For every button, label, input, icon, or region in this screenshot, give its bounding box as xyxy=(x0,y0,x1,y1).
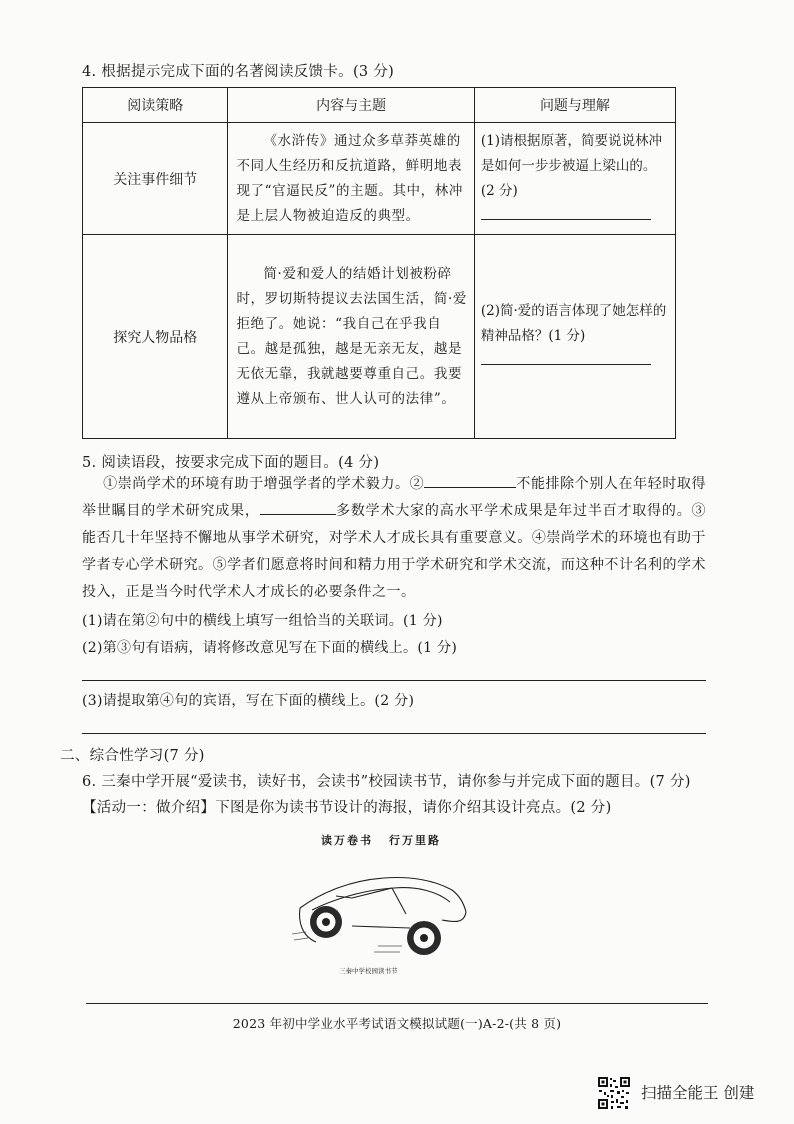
row-strategy: 探究人物品格 xyxy=(83,235,228,439)
q5-sub2: (2)第③句有语病，请将修改意见写在下面的横线上。(1 分) xyxy=(82,640,458,656)
passage xyxy=(82,471,706,606)
content-text: 《水浒传》通过众多草莽英雄的不同人生经历和反抗道路，鲜明地表现了“官逼民反”的主题。其中，林冲是上层人物被迫造反的典型。 xyxy=(236,132,463,224)
row-strategy: 关注事件细节 xyxy=(83,123,228,235)
poster-slogan-2: 行万里路 xyxy=(389,834,441,847)
answer-line[interactable] xyxy=(82,733,706,734)
answer-line[interactable] xyxy=(82,680,706,681)
passage-seg3: 多数学术大家的高水平学术成果是年过半百才取得的。③能否几十年坚持不懈地从事学术研究，对学术人才成长具有重要意义。④崇尚学术的环境也有助于学者专心学术研究。⑤学者们愿意将时间和精力用于学术研究和学术交流，而这种不计名利的学术投入，正是当今时代学术人才成长的必要条件之一。 xyxy=(82,503,707,600)
card-row xyxy=(83,235,676,439)
passage-seg2: 不能排除个别人在年轻时取得举世瞩目的学术研究成果， xyxy=(82,476,707,519)
passage-seg1: ①崇尚学术的环境有助于增强学者的学术毅力。② xyxy=(103,476,425,492)
answer-line[interactable] xyxy=(481,363,651,365)
question-6-title: 6. 三秦中学开展“爱读书，读好书，会读书”校园读书节，请你参与并完成下面的题目。(7 分) xyxy=(82,774,691,790)
qr-code-icon xyxy=(597,1076,631,1110)
question-text: (1)请根据原著，简要说说林冲是如何一步步被逼上梁山的。(2 分) xyxy=(480,132,662,199)
q5-sub3: (3)请提取第④句的宾语，写在下面的横线上。(2 分) xyxy=(82,693,415,709)
content-text: 简·爱和爱人的结婚计划被粉碎时，罗切斯特提议去法国生活，简·爱拒绝了。她说：“我自己在乎我自己。越是孤独，越是无亲无友，越是无依无靠，我就越要尊重自己。我要遵从上帝颁布、世人认可的法律”。 xyxy=(236,265,467,407)
row-question xyxy=(474,235,675,439)
poster-car-illustration xyxy=(292,866,472,966)
card-row xyxy=(83,123,676,235)
card-header-row xyxy=(83,88,676,123)
question-5-title: 5. 阅读语段，按要求完成下面的题目。(4 分) xyxy=(82,455,380,471)
row-question xyxy=(474,123,675,235)
poster-slogan-1: 读万卷书 xyxy=(321,834,373,847)
page-footer: 2023 年初中学业水平考试语文模拟试题(一)A-2-(共 8 页) xyxy=(232,1016,562,1031)
scanner-watermark: 扫描全能王 创建 xyxy=(641,1084,755,1102)
q5-sub1: (1)请在第②句中的横线上填写一组恰当的关联词。(1 分) xyxy=(82,613,443,629)
row-content xyxy=(228,123,474,235)
blank-1[interactable] xyxy=(424,472,516,488)
question-4-title: 4. 根据提示完成下面的名著阅读反馈卡。(3 分) xyxy=(82,64,395,80)
answer-line[interactable] xyxy=(481,218,651,220)
header-content: 内容与主题 xyxy=(228,88,474,123)
row-content xyxy=(228,235,474,439)
footer-divider xyxy=(86,1003,708,1004)
poster-caption: 三秦中学校园读书节 xyxy=(339,967,398,975)
activity-1: 【活动一：做介绍】下图是你为读书节设计的海报，请你介绍其设计亮点。(2 分) xyxy=(82,800,612,816)
blank-2[interactable] xyxy=(260,499,336,515)
header-strategy: 阅读策略 xyxy=(83,88,228,123)
section-2-title: 二、综合性学习(7 分) xyxy=(60,748,205,764)
question-text: (2)简·爱的语言体现了她怎样的精神品格？(1 分) xyxy=(480,303,667,344)
header-question: 问题与理解 xyxy=(474,88,675,123)
reading-feedback-card xyxy=(82,87,676,439)
